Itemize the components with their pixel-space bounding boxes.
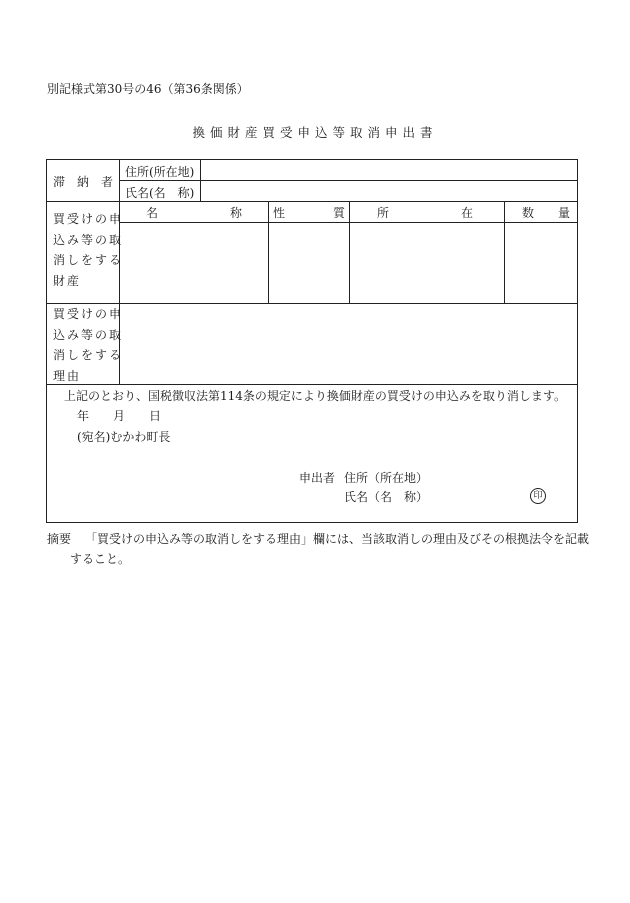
divider xyxy=(47,384,577,385)
divider xyxy=(119,180,577,181)
note-text-line-1: 「買受けの申込み等の取消しをする理由」欄には、当該取消しの理由及びその根拠法令を記載 xyxy=(85,532,590,546)
property-label-line: 消しをする xyxy=(53,253,124,267)
property-name-field[interactable] xyxy=(122,225,265,300)
taxpayer-address-label: 住所(所在地) xyxy=(125,165,195,179)
column-header-location: 所 在 xyxy=(377,206,474,220)
reason-label-line: 込み等の取 xyxy=(53,327,124,342)
delinquent-taxpayer-label: 滞 納 者 xyxy=(53,175,114,189)
note-text-line-2: すること。 xyxy=(70,552,131,566)
property-label-line: 財産 xyxy=(53,273,82,288)
declaration-statement: 上記のとおり、国税徴収法第114条の規定により換価財産の買受けの申込みを取り消します。 xyxy=(64,389,566,403)
property-nature-field[interactable] xyxy=(271,225,346,300)
applicant-name-label: 氏名（名 称） xyxy=(344,490,429,504)
column-header-quantity: 数 量 xyxy=(522,206,571,220)
taxpayer-address-field[interactable] xyxy=(203,162,573,178)
divider xyxy=(268,201,269,303)
divider xyxy=(119,222,577,223)
date-line: 年 月 日 xyxy=(77,409,162,423)
reason-label-line: 消しをする xyxy=(53,348,124,362)
divider xyxy=(47,303,577,304)
divider xyxy=(504,201,505,303)
addressee: (宛名)むかわ町長 xyxy=(77,430,171,444)
taxpayer-name-label: 氏名(名 称) xyxy=(125,186,195,200)
seal-mark: 印 xyxy=(530,488,546,504)
reason-label-line: 理由 xyxy=(53,368,82,383)
applicant-label: 申出者 xyxy=(299,471,336,485)
form-number-label: 別記様式第30号の46（第36条関係） xyxy=(47,82,249,96)
reason-section-label xyxy=(53,304,123,386)
taxpayer-name-field[interactable] xyxy=(203,183,573,199)
property-section-label xyxy=(53,209,123,291)
divider xyxy=(349,201,350,303)
form-table xyxy=(46,159,578,523)
property-label-line: 買受けの申 xyxy=(53,212,124,226)
applicant-address-label: 住所（所在地） xyxy=(344,471,429,485)
document-title: 換価財産買受申込等取消申出書 xyxy=(192,125,438,140)
divider xyxy=(47,201,577,202)
property-label-line: 込み等の取 xyxy=(53,232,124,247)
note-label: 摘要 xyxy=(47,532,72,546)
property-quantity-field[interactable] xyxy=(507,225,575,300)
column-header-nature: 性 質 xyxy=(273,206,346,220)
reason-label-line: 買受けの申 xyxy=(53,307,124,321)
property-location-field[interactable] xyxy=(352,225,501,300)
divider xyxy=(200,160,201,201)
column-header-name: 名 称 xyxy=(146,206,243,220)
reason-field[interactable] xyxy=(122,306,575,381)
